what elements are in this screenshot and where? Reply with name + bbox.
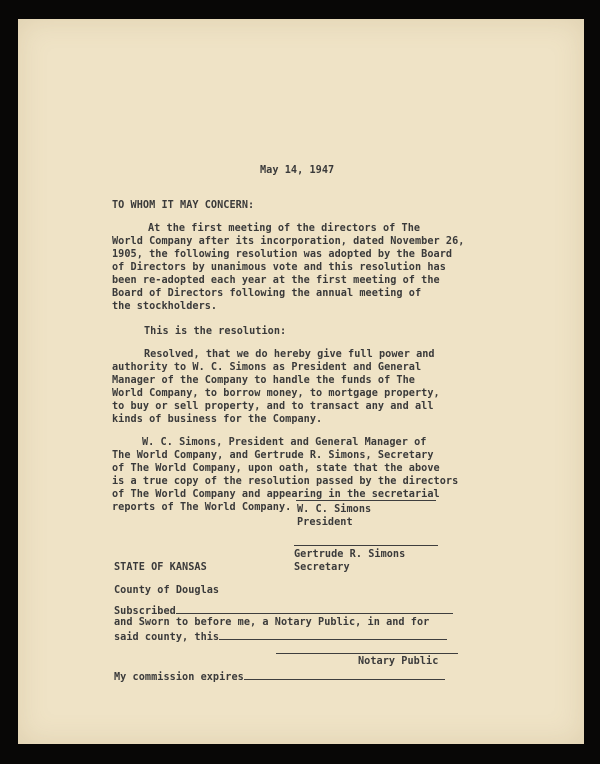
para2-line: World Company, to borrow money, to mortgage property, bbox=[112, 388, 440, 399]
notary-state: STATE OF KANSAS bbox=[114, 562, 207, 573]
secretary-signature-line bbox=[294, 545, 438, 546]
sworn-line: and Sworn to before me, a Notary Public, in and for bbox=[114, 617, 430, 628]
secretary-title: Secretary bbox=[294, 562, 350, 573]
letter-date: May 14, 1947 bbox=[260, 165, 335, 176]
para2-line: authority to W. C. Simons as President and General bbox=[112, 362, 422, 373]
president-signature-line bbox=[296, 500, 436, 501]
resolution-intro: This is the resolution: bbox=[144, 326, 287, 337]
subscribed-label: Subscribed bbox=[114, 606, 176, 617]
para1-line: Board of Directors following the annual meeting of bbox=[112, 288, 422, 299]
county-line bbox=[114, 629, 447, 644]
county-line-label: said county, this bbox=[114, 632, 220, 643]
notary-title: Notary Public bbox=[358, 656, 439, 667]
para1-line: At the first meeting of the directors of The bbox=[148, 223, 421, 234]
para3-line: W. C. Simons, President and General Manager of bbox=[142, 437, 427, 448]
president-title: President bbox=[297, 517, 353, 528]
para3-line: reports of The World Company. bbox=[112, 502, 292, 513]
para2-line: to buy or sell property, and to transact any and all bbox=[112, 401, 434, 412]
para2-line: Resolved, that we do hereby give full power and bbox=[144, 349, 435, 360]
commission-label: My commission expires bbox=[114, 672, 244, 683]
commission-line bbox=[114, 669, 445, 684]
notary-signature-line bbox=[276, 653, 458, 654]
para1-line: of Directors by unanimous vote and this resolution has bbox=[112, 262, 446, 273]
para1-line: 1905, the following resolution was adopted by the Board bbox=[112, 249, 453, 260]
county-line-blank bbox=[219, 629, 447, 640]
document-page bbox=[18, 19, 584, 744]
notary-county: County of Douglas bbox=[114, 585, 220, 596]
para1-line: the stockholders. bbox=[112, 301, 218, 312]
commission-blank bbox=[244, 669, 445, 680]
salutation: TO WHOM IT MAY CONCERN: bbox=[112, 200, 255, 211]
para3-line: of The World Company and appearing in the secretarial bbox=[112, 489, 440, 500]
secretary-name: Gertrude R. Simons bbox=[294, 549, 406, 560]
subscribed-blank bbox=[176, 603, 453, 614]
para2-line: Manager of the Company to handle the funds of The bbox=[112, 375, 415, 386]
para3-line: The World Company, and Gertrude R. Simons, Secretary bbox=[112, 450, 434, 461]
para3-line: of The World Company, upon oath, state that the above bbox=[112, 463, 440, 474]
para1-line: been re-adopted each year at the first meeting of the bbox=[112, 275, 440, 286]
president-name: W. C. Simons bbox=[297, 504, 372, 515]
para2-line: kinds of business for the Company. bbox=[112, 414, 323, 425]
para3-line: is a true copy of the resolution passed by the directors bbox=[112, 476, 459, 487]
para1-line: World Company after its incorporation, dated November 26, bbox=[112, 236, 465, 247]
